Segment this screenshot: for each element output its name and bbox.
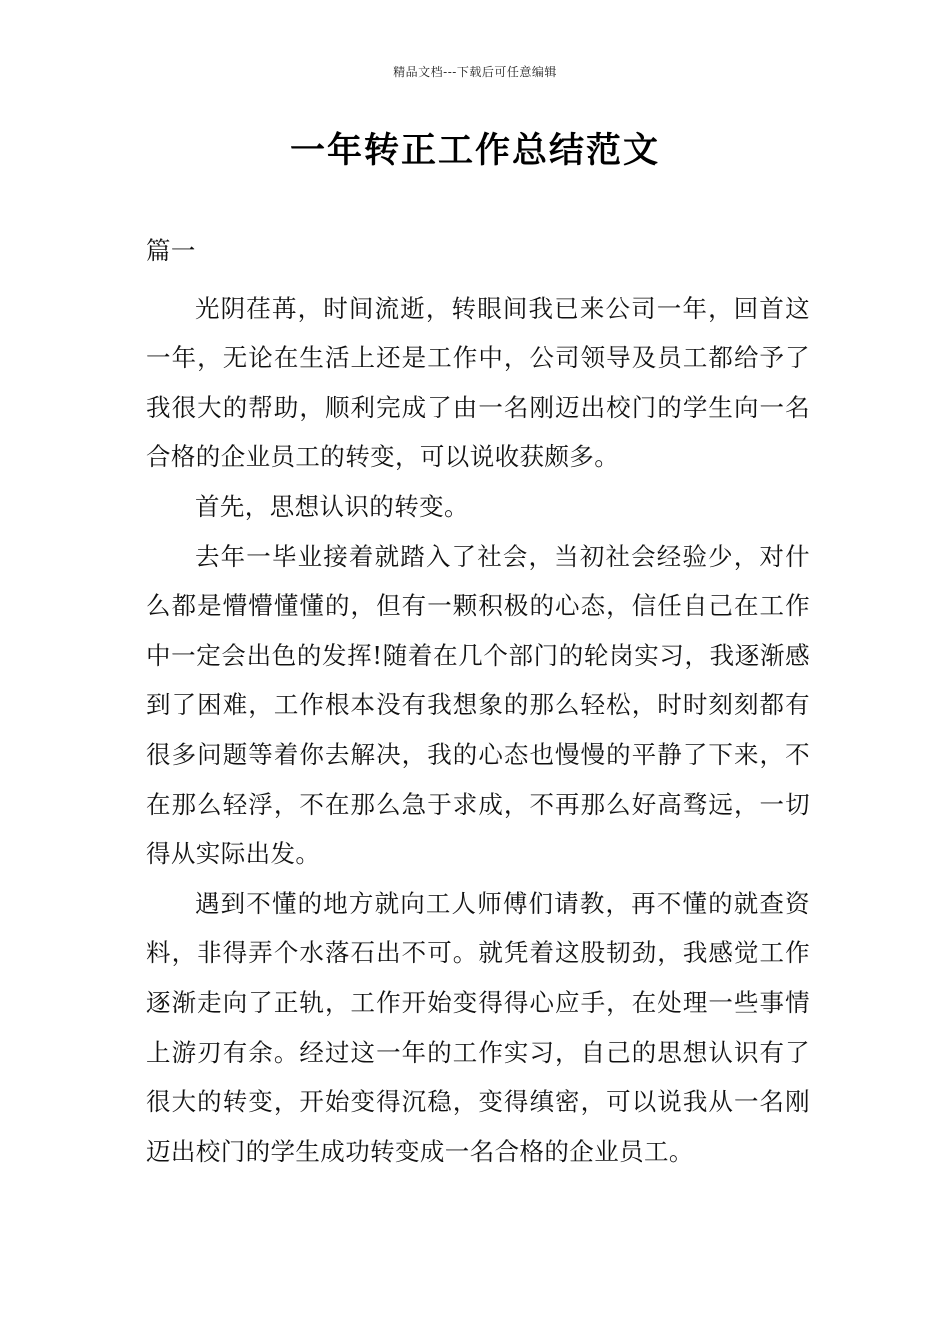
paragraph-2: 首先，思想认识的转变。 <box>195 491 469 521</box>
section-label: 篇一 <box>146 236 196 265</box>
page-header-note: 精品文档---下载后可任意编辑 <box>393 65 557 79</box>
paragraph-1: 光阴荏苒，时间流逝，转眼间我已来公司一年，回首这一年，无论在生活上还是工作中，公司领导及员工都给予了我很大的帮助，顺利完成了由一名刚迈出校门的学生向一名合格的企业员工的转变，可以说收获颇多。 <box>146 293 810 472</box>
document-body <box>146 226 810 1176</box>
paragraph-3: 去年一毕业接着就踏入了社会，当初社会经验少，对什么都是懵懵懂懂的，但有一颗积极的心态，信任自己在工作中一定会出色的发挥!随着在几个部门的轮岗实习，我逐渐感到了困难，工作根本没有我想象的那么轻松，时时刻刻都有很多问题等着你去解决，我的心态也慢慢的平静了下来，不在那么轻浮，不在那么急于求成，不再那么好高骛远，一切得从实际出发。 <box>146 541 810 869</box>
document-title: 一年转正工作总结范文 <box>289 131 660 171</box>
paragraph-4: 遇到不懂的地方就向工人师傅们请教，再不懂的就查资料，非得弄个水落石出不可。就凭着这股韧劲，我感觉工作逐渐走向了正轨，工作开始变得得心应手，在处理一些事情上游刃有余。经过这一年的工作实习，自己的思想认识有了很大的转变，开始变得沉稳，变得缜密，可以说我从一名刚迈出校门的学生成功转变成一名合格的企业员工。 <box>146 888 810 1166</box>
